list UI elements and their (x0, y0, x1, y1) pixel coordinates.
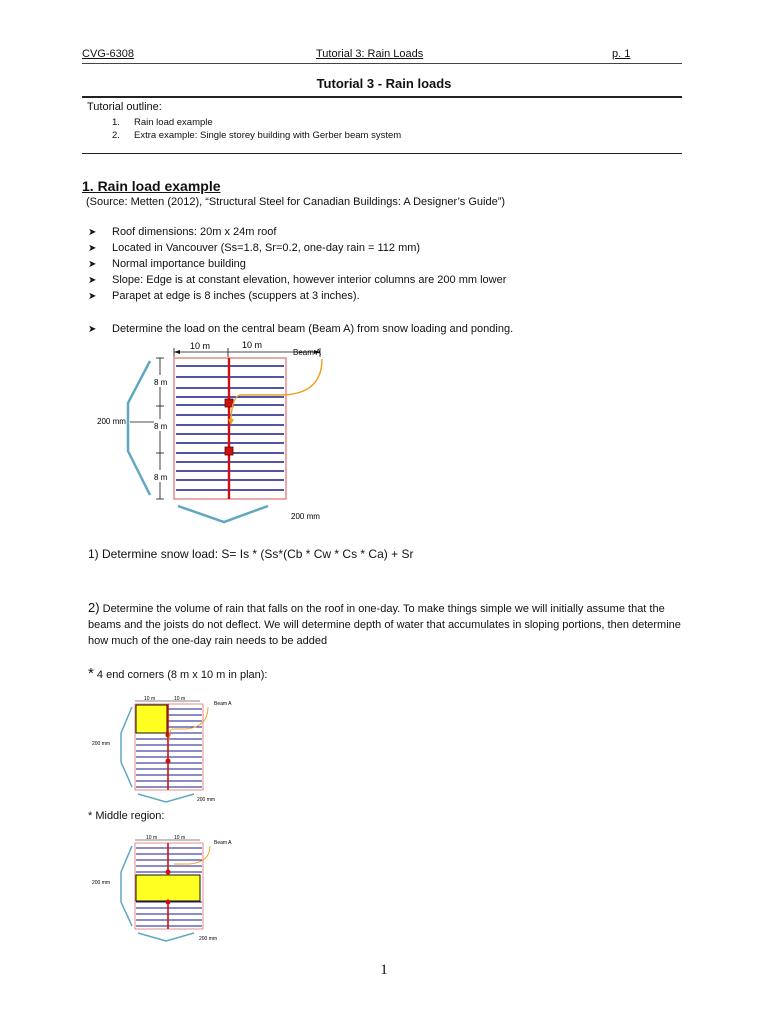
drop-label: 200 mm (92, 880, 111, 886)
region-1-text: 4 end corners (8 m x 10 m in plan): (93, 669, 268, 681)
arrowhead-bullet-icon: ➤ (88, 243, 97, 254)
region-1-heading (88, 665, 267, 682)
column-marker (225, 399, 233, 407)
column-marker (166, 759, 171, 764)
list-item-text: Parapet at edge is 8 inches (scuppers at 3 inches). (112, 290, 360, 302)
arrowhead-bullet-icon: ➤ (88, 275, 97, 286)
column-marker (166, 900, 171, 905)
arrow-icon (174, 350, 180, 354)
task-text: Determine the load on the central beam (Beam A) from snow loading and ponding. (112, 323, 514, 335)
list-item (88, 258, 246, 270)
region-2-heading: * Middle region: (88, 810, 165, 822)
drop-label: 200 mm (197, 797, 216, 803)
step-1-text: 1) Determine snow load: S= Is * (Ss*(Cb * Cw * Cs * Ca) + Sr (88, 547, 414, 561)
slope-profile-left (121, 846, 132, 926)
dim-label-x: 10 m (242, 340, 263, 350)
list-item (88, 226, 276, 238)
step-2-paragraph (88, 600, 688, 649)
slope-profile-bottom (178, 506, 268, 522)
title-rule (82, 96, 682, 98)
outline-heading: Tutorial outline: (87, 101, 162, 113)
dim-label-y: 8 m (154, 378, 168, 387)
outline-item-number: 1. (112, 117, 120, 128)
slope-profile-left (121, 707, 132, 787)
outline-item-text: Extra example: Single storey building with Gerber beam system (134, 130, 402, 141)
dim-label-x: 10 m (190, 341, 211, 351)
list-item (88, 290, 360, 302)
header-page: p. 1 (612, 48, 631, 60)
step-2-text: Determine the volume of rain that falls on the roof in one-day. To make things simple we will initially assume that the beams and the joists do not deflect. We will determine depth of water that accumulates in sloping portions, then determine how much of the one-day rain needs to be added (88, 603, 681, 647)
slope-profile-bottom (138, 933, 194, 941)
task-item (88, 323, 513, 335)
beam-label: Beam A (293, 348, 322, 357)
dim-label-x: 10 m (174, 696, 186, 702)
section-heading: 1. Rain load example (82, 178, 221, 194)
column-marker (225, 447, 233, 455)
dim-label-y: 8 m (154, 422, 168, 431)
step-2-number: 2) (88, 600, 100, 615)
header-course: CVG-6308 (82, 48, 134, 60)
arrowhead-bullet-icon: ➤ (88, 227, 97, 238)
list-item (88, 242, 420, 254)
arrowhead-bullet-icon: ➤ (88, 324, 97, 335)
header-divider (82, 63, 682, 64)
column-marker (166, 870, 171, 875)
dim-label-y: 8 m (154, 473, 168, 482)
list-item-text: Located in Vancouver (Ss=1.8, Sr=0.2, one-day rain = 112 mm) (112, 242, 421, 254)
drop-label: 200 mm (92, 741, 111, 747)
dim-label-x: 10 m (174, 835, 186, 841)
outline-item-number: 2. (112, 130, 120, 141)
list-item-text: Slope: Edge is at constant elevation, however interior columns are 200 mm lower (112, 274, 507, 286)
corner-region-diagram (90, 695, 260, 805)
arrowhead-bullet-icon: ➤ (88, 291, 97, 302)
drop-label: 200 mm (199, 936, 218, 942)
header-title: Tutorial 3: Rain Loads (316, 48, 424, 60)
arrowhead-bullet-icon: ➤ (88, 259, 97, 270)
list-item (88, 274, 506, 286)
slope-profile-bottom (138, 794, 194, 802)
list-item-text: Normal importance building (112, 258, 246, 270)
outline-item-text: Rain load example (134, 117, 213, 128)
outline-rule (82, 153, 682, 154)
beam-label: Beam A (214, 840, 232, 846)
list-item-text: Roof dimensions: 20m x 24m roof (112, 226, 277, 238)
outline-item (112, 117, 213, 128)
middle-region-diagram (90, 832, 260, 944)
source-citation: (Source: Metten (2012), “Structural Steel for Canadian Buildings: A Designer’s Guide”) (86, 196, 506, 208)
asterisk-icon: * (88, 665, 94, 682)
middle-region-highlight (136, 875, 200, 901)
beam-label: Beam A (214, 701, 232, 707)
corner-region-highlight (136, 705, 167, 733)
slope-profile-left (128, 361, 150, 495)
page-title: Tutorial 3 - Rain loads (316, 76, 452, 91)
roof-plan-diagram (90, 335, 450, 530)
drop-label: 200 mm (291, 512, 320, 521)
drop-label: 200 mm (97, 417, 126, 426)
dim-label-x: 10 m (146, 835, 158, 841)
dim-label-x: 10 m (144, 696, 156, 702)
outline-item (112, 130, 401, 141)
page-number: 1 (380, 962, 388, 978)
